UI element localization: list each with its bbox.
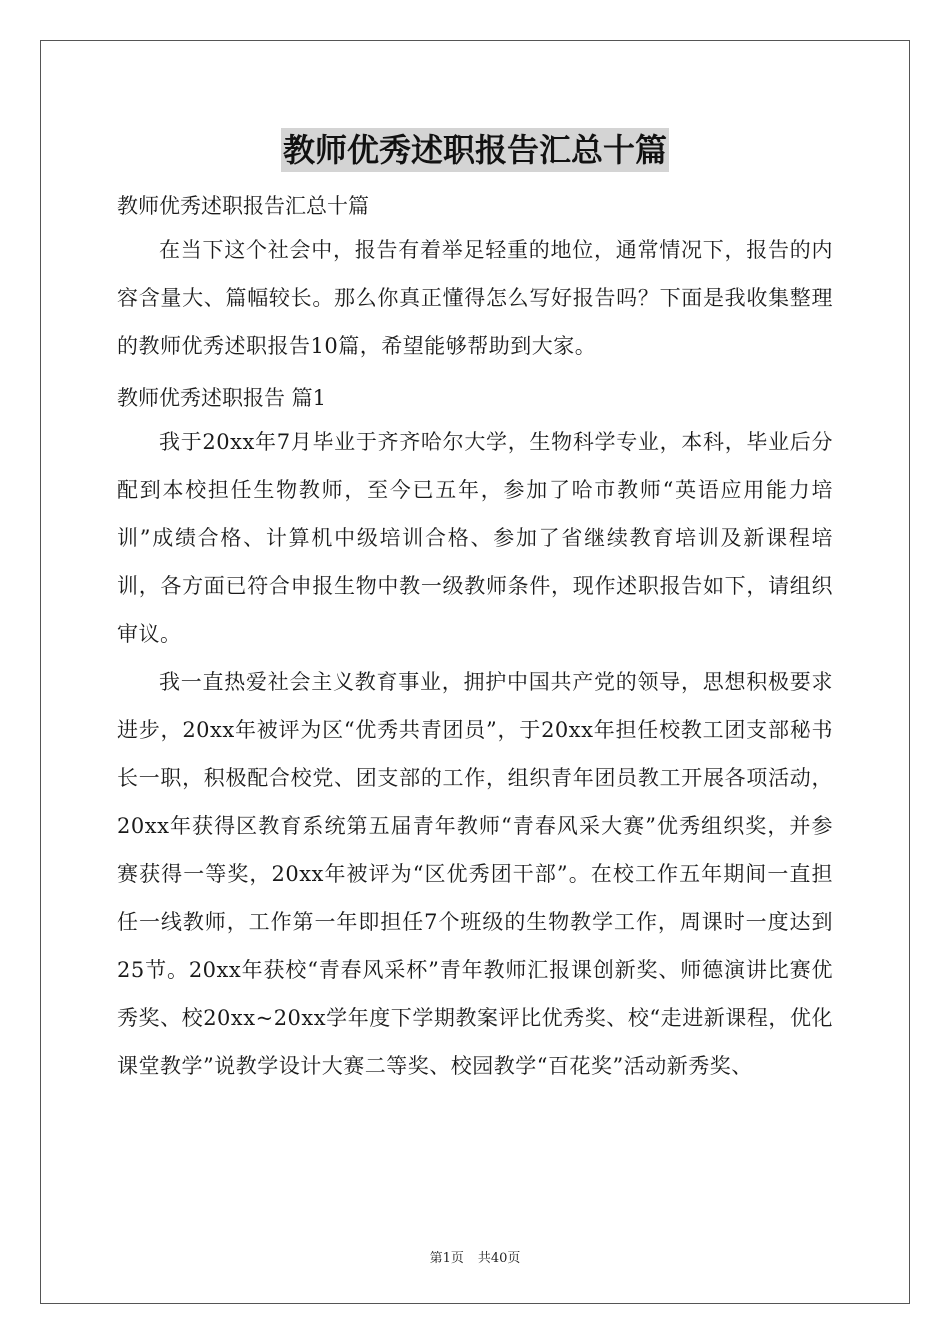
page-number: 第1页 [429,1251,464,1266]
page-footer [0,1247,950,1266]
document-title: 教师优秀述职报告汇总十篇 [281,128,669,172]
document-body [117,120,833,1090]
section-heading: 教师优秀述职报告 篇1 [117,386,327,410]
document-subtitle: 教师优秀述职报告汇总十篇 [117,194,369,218]
page-total: 共40页 [477,1251,521,1266]
document-title-wrapper [117,128,833,178]
intro-paragraph: 在当下这个社会中，报告有着举足轻重的地位，通常情况下，报告的内容含量大、篇幅较长。那么你真正懂得怎么写好报告吗？下面是我收集整理的教师优秀述职报告10篇，希望能够帮助到大家。 [117,238,833,358]
body-paragraph-1: 我于20xx年7月毕业于齐齐哈尔大学，生物科学专业，本科，毕业后分配到本校担任生物教师，至今已五年，参加了哈市教师“英语应用能力培训”成绩合格、计算机中级培训合格、参加了省继续教育培训及新课程培训，各方面已符合申报生物中教一级教师条件，现作述职报告如下，请组织审议。 [117,430,833,646]
body-paragraph-2: 我一直热爱社会主义教育事业，拥护中国共产党的领导，思想积极要求进步，20xx年被评为区“优秀共青团员”，于20xx年担任校教工团支部秘书长一职，积极配合校党、团支部的工作，组织青年团员教工开展各项活动，20xx年获得区教育系统第五届青年教师“青春风采大赛”优秀组织奖，并参赛获得一等奖，20xx年被评为“区优秀团干部”。在校工作五年期间一直担任一线教师，工作第一年即担任7个班级的生物教学工作，周课时一度达到25节。20xx年获校“青春风采杯”青年教师汇报课创新奖、师德演讲比赛优秀奖、校20xx~20xx学年度下学期教案评比优秀奖、校“走进新课程，优化课堂教学”说教学设计大赛二等奖、校园教学“百花奖”活动新秀奖、 [117,670,833,1078]
